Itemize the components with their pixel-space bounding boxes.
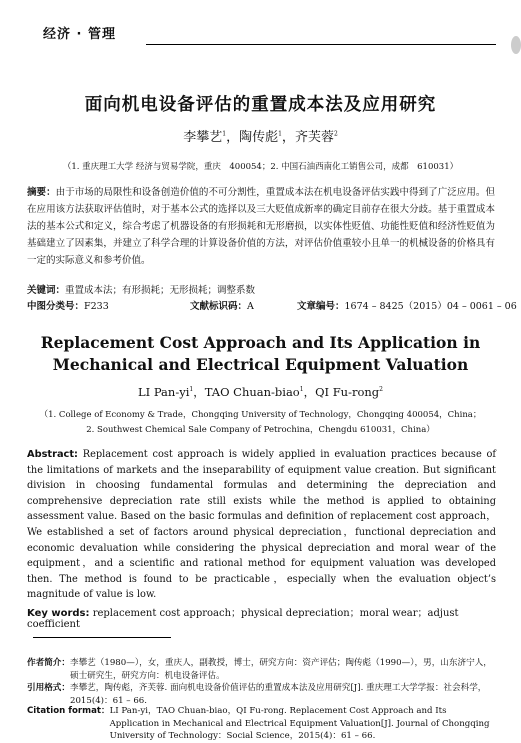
header-rule bbox=[146, 44, 496, 45]
classification-number bbox=[27, 298, 109, 312]
citation-en-footnote bbox=[27, 705, 497, 743]
footnote-rule bbox=[33, 637, 171, 638]
author-name: QI Fu-rong bbox=[315, 385, 380, 399]
english-abstract bbox=[27, 447, 496, 603]
english-keywords bbox=[27, 604, 496, 630]
english-affiliation bbox=[0, 408, 521, 438]
author-affil-number: 1 bbox=[299, 386, 304, 394]
article-number-label: 文章编号： bbox=[297, 301, 345, 312]
citation-cn-footnote bbox=[27, 682, 497, 707]
author-name: 齐芙蓉 bbox=[294, 130, 334, 145]
author-affil-number: 1 bbox=[189, 386, 194, 394]
english-title-line: Mechanical and Electrical Equipment Valuation bbox=[52, 355, 469, 374]
author-name: 陶传彪 bbox=[239, 130, 279, 145]
footnote-label: Citation format： bbox=[27, 706, 110, 716]
footnote-label: 作者简介： bbox=[27, 658, 70, 668]
affiliation-line: （1. College of Economy & Trade，Chongqing University of Technology，Chongqing 400054，China； bbox=[39, 410, 482, 420]
classification-label: 中图分类号： bbox=[27, 301, 85, 312]
document-code-value: A bbox=[247, 301, 254, 312]
keywords-label: 关键词： bbox=[27, 285, 66, 296]
article-number bbox=[297, 298, 517, 312]
author-affil-number: 1 bbox=[278, 130, 282, 138]
footnote-text: 李攀艺（1980—），女，重庆人，副教授，博士，研究方向：资产评估；陶传彪（1990—），男，山东济宁人，硕士研究生，研究方向：机电设备评估。 bbox=[69, 658, 492, 681]
footnote-text: 李攀艺，陶传彪，齐芙蓉. 面向机电设备价值评估的重置成本法及应用研究[J]. 重庆理工大学学报：社会科学，2015(4)：61 – 66. bbox=[69, 683, 487, 706]
classification-value: F233 bbox=[84, 301, 109, 312]
keywords-text: 重置成本法；有形损耗；无形损耗；调整系数 bbox=[65, 285, 256, 296]
author-name: TAO Chuan-biao bbox=[204, 385, 300, 399]
document-code bbox=[190, 298, 254, 312]
abstract-label: 摘要： bbox=[27, 187, 56, 198]
english-title-line: Replacement Cost Approach and Its Application in bbox=[40, 333, 481, 352]
english-title bbox=[0, 332, 521, 376]
section-heading: 经济 · 管理 bbox=[43, 27, 116, 42]
author-name: LI Pan-yi bbox=[138, 385, 190, 399]
footnote-text: LI Pan-yi，TAO Chuan-biao，QI Fu-rong. Replacement Cost Approach and Its Application in Mechanical and Electrical Equipment Valuation[J]. Journal of Chongqing University of Technology：Social Science，2015(4)：61 – 66. bbox=[109, 706, 490, 741]
author-affil-number: 2 bbox=[333, 130, 338, 138]
chinese-affiliation: （1. 重庆理工大学 经济与贸易学院，重庆 400054；2. 中国石油西南化工销售公司，成都 610031） bbox=[62, 162, 459, 172]
chinese-title: 面向机电设备评估的重置成本法及应用研究 bbox=[84, 95, 437, 115]
article-number-value: 1674 – 8425（2015）04 – 0061 – 06 bbox=[344, 301, 517, 312]
keywords-text: replacement cost approach；physical depreciation；moral wear；adjust coefficient bbox=[27, 608, 459, 630]
author-bio-footnote bbox=[27, 657, 497, 682]
abstract-text: Replacement cost approach is widely applied in evaluation practices because of the limitations of markets and the inseparability of equipment value creation. But significant division in choosing fundamental formulas and determining the depreciation and comprehensive depreciation rate still exists while the method is applied to obtaining assessment value. Based on the basic formulas and definition of replacement cost approach，We established a set of factors around physical depreciation，functional depreciation and economic devaluation while considering the physical depreciation and moral wear of the equipment，and a scientific and rational method for equipment valuation was developed then. The method is found to be practicable，especially when the evaluation object’s magnitude of value is low. bbox=[27, 449, 496, 601]
author-affil-number: 2 bbox=[379, 386, 383, 394]
author-name: 李攀艺 bbox=[183, 130, 223, 145]
footnote-label: 引用格式： bbox=[27, 683, 70, 693]
chinese-keywords bbox=[27, 282, 495, 296]
affiliation-line: 2. Southwest Chemical Sale Company of Petrochina，Chengdu 610031，China） bbox=[86, 425, 435, 435]
document-code-label: 文献标识码： bbox=[190, 301, 248, 312]
abstract-label: Abstract: bbox=[27, 449, 78, 460]
english-authors: LI Pan-$yi^1$，TAO Chuan-biao$^1$，QI Fu-rong$^2$ bbox=[138, 385, 383, 399]
abstract-text: 由于市场的局限性和设备创造价值的不可分割性，重置成本法在机电设备评估实践中得到了广泛应用。但在应用该方法获取评估值时，对于基本公式的选择以及三大贬值成新率的确定目前存在很大分歧。基于重置成本法的基本公式和定义，综合考虑了机器设备的有形损耗和无形磨损，以实体性贬值、功能性贬值和经济性贬值为基础建立了因素集，并建立了科学合理的计算设备价值的方法，对评估价值重较小且单一的机械设备的价格具有一定的实际意义和参考价值。 bbox=[27, 187, 495, 266]
chinese-authors: 李攀艺$^1$，陶传彪$^1$，齐芙蓉$^2$ bbox=[183, 130, 338, 145]
chinese-abstract bbox=[27, 184, 495, 269]
keywords-label: Key words: bbox=[27, 608, 90, 619]
author-affil-number: 1 bbox=[222, 130, 227, 138]
page-corner-mark bbox=[511, 36, 521, 54]
